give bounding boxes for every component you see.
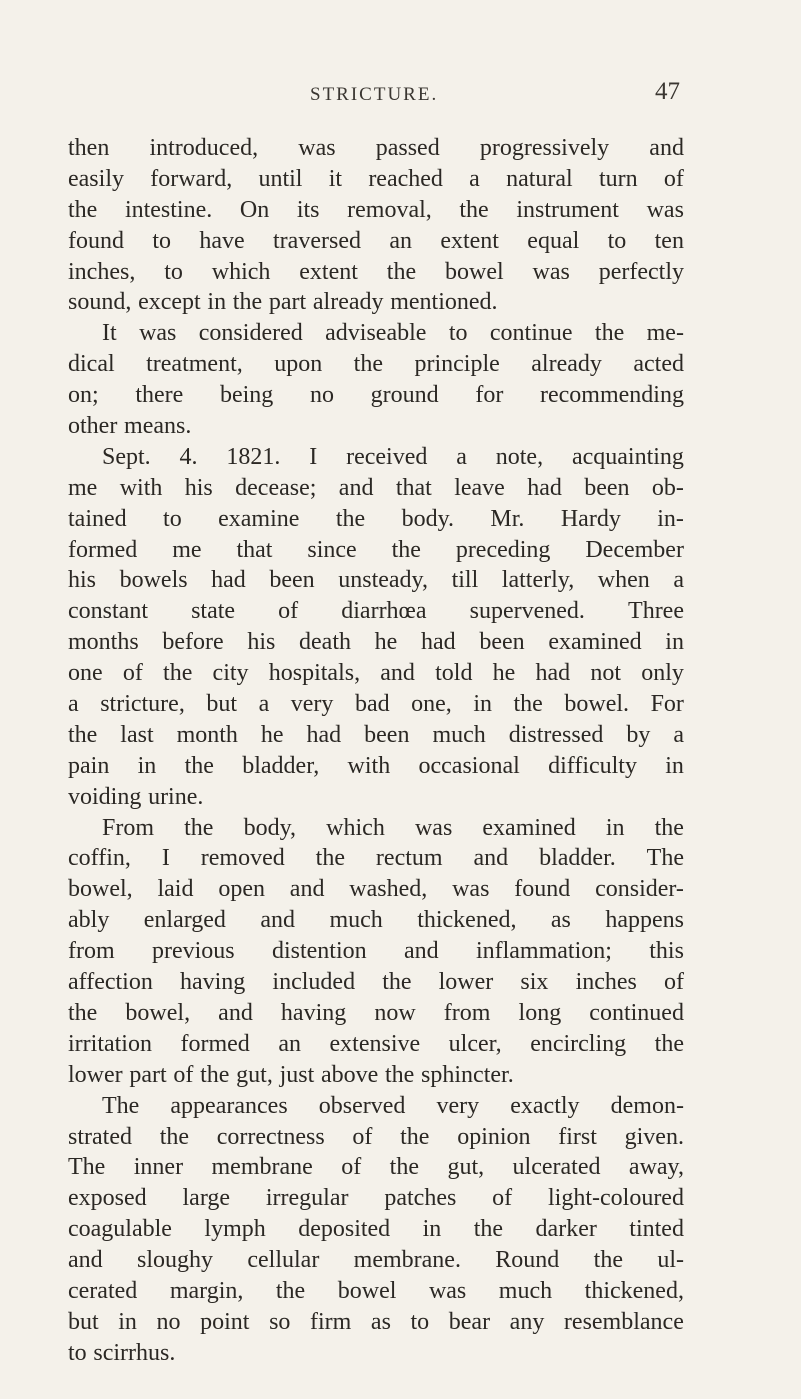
text-line: constant state of diarrhœa supervened. Three [68,598,684,625]
text-line: and sloughy cellular membrane. Round the ul- [68,1247,684,1274]
text-line: found to have traversed an extent equal to ten [68,227,684,254]
text-line: formed me that since the preceding December [68,536,684,563]
text-line: other means. [68,413,192,440]
text-line: his bowels had been unsteady, till latterly, when a [68,567,684,594]
text-line: easily forward, until it reached a natural turn of [68,165,684,192]
text-line: from previous distention and inflammation; this [68,938,684,965]
text-line: irritation formed an extensive ulcer, encircling the [68,1030,684,1057]
text-line: dical treatment, upon the principle already acted [68,351,684,378]
text-line: cerated margin, the bowel was much thickened, [68,1277,684,1304]
text-line: The appearances observed very exactly demon- [102,1092,684,1119]
text-line: a stricture, but a very bad one, in the bowel. For [68,691,684,718]
text-line: but in no point so firm as to bear any resemblance [68,1308,684,1335]
text-line: the intestine. On its removal, the instrument was [68,196,684,223]
text-line: sound, except in the part already mentioned. [68,289,498,316]
body-text [68,133,684,1369]
text-line: ably enlarged and much thickened, as happens [68,907,684,934]
running-head [120,78,680,114]
text-line: pain in the bladder, with occasional difficulty in [68,752,684,779]
text-line: lower part of the gut, just above the sphincter. [68,1061,514,1088]
page-number: 47 [655,78,680,105]
text-line: bowel, laid open and washed, was found consider- [68,876,684,903]
text-line: the last month he had been much distressed by a [68,721,684,748]
text-line: then introduced, was passed progressively and [68,135,684,161]
text-line: Sept. 4. 1821. I received a note, acquainting [102,443,684,470]
text-line: months before his death he had been examined in [68,629,684,656]
text-line: coagulable lymph deposited in the darker tinted [68,1216,684,1243]
text-line: on; there being no ground for recommending [68,382,684,409]
text-line: tained to examine the body. Mr. Hardy in- [68,505,684,532]
text-line: affection having included the lower six inches of [68,969,684,996]
text-line: inches, to which extent the bowel was perfectly [68,258,684,285]
text-line: From the body, which was examined in the [102,814,684,841]
text-line: strated the correctness of the opinion first given. [68,1123,684,1150]
text-line: The inner membrane of the gut, ulcerated away, [68,1154,684,1181]
text-line: the bowel, and having now from long continued [68,999,684,1026]
running-head-title: STRICTURE. [310,84,439,105]
text-line: one of the city hospitals, and told he had not only [68,660,684,687]
text-line: me with his decease; and that leave had been ob- [68,474,684,501]
text-line: It was considered adviseable to continue the me- [102,320,684,347]
text-line: to scirrhus. [68,1339,176,1366]
text-line: coffin, I removed the rectum and bladder. The [68,845,684,872]
text-line: voiding urine. [68,783,204,810]
text-line: exposed large irregular patches of light-coloured [68,1185,684,1212]
